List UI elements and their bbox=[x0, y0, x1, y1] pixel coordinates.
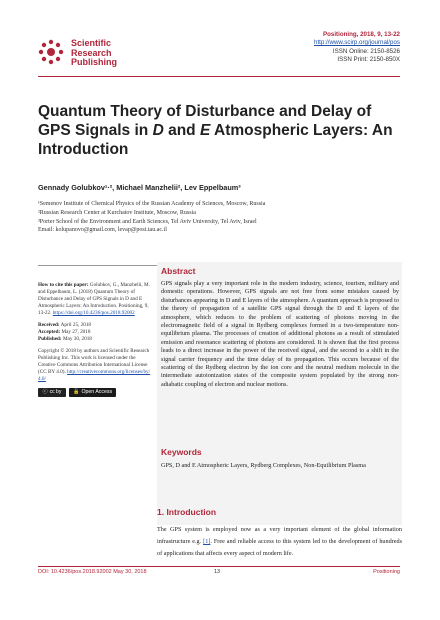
affiliation-2: ²Russian Research Center at Kurchatov Institute, Moscow, Russia bbox=[38, 209, 196, 216]
cc-badge-label: cc by bbox=[49, 389, 62, 395]
journal-url-link[interactable]: http://www.scirp.org/journal/pos bbox=[314, 39, 400, 47]
journal-header bbox=[314, 31, 400, 65]
open-lock-icon: 🔓 bbox=[73, 389, 80, 395]
open-access-label: Open Access bbox=[81, 389, 113, 395]
journal-info: Positioning, 2018, 9, 13-22 bbox=[322, 31, 400, 38]
page-number: 13 bbox=[214, 569, 221, 575]
title-line-1: Quantum Theory of Disturbance and Delay of bbox=[38, 103, 372, 120]
received-label: Received: bbox=[38, 322, 60, 328]
publisher-name-line3: Publishing bbox=[71, 57, 117, 67]
introduction-text-post: . Free and reliable access to this system led to the development of hundreds of applications that affects every aspect of modern life. bbox=[157, 538, 403, 558]
license-badges bbox=[38, 388, 151, 397]
title-line-2-pre: GPS Signals in bbox=[38, 122, 153, 139]
accepted-date: May 27, 2018 bbox=[61, 329, 91, 335]
introduction-text-pre: The GPS system is employed now as a very important element of the global information infrastructure e.g. bbox=[157, 526, 402, 546]
introduction-text bbox=[157, 524, 402, 561]
title-line-2-post: Atmospheric Layers: An bbox=[210, 122, 393, 139]
title-line-2 bbox=[38, 121, 408, 140]
paper-title bbox=[38, 102, 408, 159]
publisher-logo bbox=[38, 37, 158, 67]
published-date: May 30, 2018 bbox=[62, 336, 92, 342]
introduction-heading: 1. Introduction bbox=[157, 507, 217, 517]
citation-doi-link[interactable]: https://doi.org/10.4236/pos.2018.92002 bbox=[52, 310, 135, 316]
footer-journal: Positioning bbox=[373, 569, 400, 575]
cc-icon: ⓒ bbox=[42, 389, 48, 395]
cc-by-badge[interactable] bbox=[38, 388, 66, 397]
footer-doi: DOI: 10.4236/pos.2018.92002 May 30, 2018 bbox=[38, 569, 147, 575]
abstract-text: GPS signals play a very important role in the modern industry, science, tourism, military and domestic operations. However, GPS signals are not free from some mistakes caused by disturbances appearing in D and E layers of the atmosphere. A quantum approach is proposed to the theory of propagation of a satellite GPS signal through the D and E layers of the atmosphere, which reduces to the problem of scattering of photons moving in the electromagnetic field of a signal in Rydberg complexes formed in a two-temperature non-equilibrium plasma. The processes of creation of additional photons as a result of stimulated emission and resonance scattering of photons are considered. It is shown that the first process leads to a direct increase in the power of the received signal, and the second to a shift in the signal carrier frequency and the time delay of its propagation. This occurs because of the scattering of the Rydberg electron by the ion core and the neutral medium molecule in the intermediate autoionization states of the composite system populated by the strong non-adiabatic coupling of electron and nuclear motions. bbox=[161, 280, 399, 388]
author-list: Gennady Golubkov¹·², Michael Manzhelii², Lev Eppelbaum³ bbox=[38, 183, 241, 192]
title-line-3: Introduction bbox=[38, 141, 129, 158]
title-line-2-mid: and bbox=[163, 122, 200, 139]
open-access-badge[interactable] bbox=[69, 388, 116, 397]
author-email: Email: kolupanovo@gmail.com, levap@post.tau.ac.il bbox=[38, 227, 167, 234]
issn-print: ISSN Print: 2150-850X bbox=[337, 56, 400, 64]
reference-link-1[interactable]: [1] bbox=[203, 538, 211, 546]
publisher-name-line2: Research bbox=[71, 47, 112, 58]
copyright-block bbox=[38, 348, 151, 383]
footer-divider bbox=[38, 566, 400, 567]
affiliations bbox=[38, 200, 408, 235]
dates-block bbox=[38, 322, 151, 343]
keywords-text: GPS, D and E Atmospheric Layers, Rydberg Complexes, Non-Equilibrium Plasma bbox=[161, 462, 366, 469]
header-divider bbox=[38, 76, 400, 77]
accepted-label: Accepted: bbox=[38, 329, 61, 335]
publisher-name-line1: Scientific bbox=[71, 38, 112, 48]
article-sidebar bbox=[38, 282, 151, 397]
keywords-heading: Keywords bbox=[161, 447, 202, 457]
title-layer-e: E bbox=[199, 122, 211, 139]
citation-text: Golubkov, G., Manzhelii, M. and Eppelbaum, L. (2018) Quantum Theory of Disturbance and Delay of GPS Signals in D and E Atmospheric Layers: An Introduction. Positioning, 9, 13-22. bbox=[38, 282, 150, 316]
title-layer-d: D bbox=[152, 122, 164, 139]
received-date: April 25, 2018 bbox=[60, 322, 92, 328]
publisher-name bbox=[71, 39, 117, 68]
affiliation-3: ³Porter School of the Environment and Earth Sciences, Tel Aviv University, Tel Aviv, Israel bbox=[38, 218, 257, 225]
published-label: Published: bbox=[38, 336, 62, 342]
license-link[interactable]: http://creativecommons.org/licenses/by/4.0/ bbox=[38, 369, 151, 382]
issn-online: ISSN Online: 2150-8526 bbox=[332, 47, 400, 55]
citation-block bbox=[38, 282, 151, 317]
copyright-text: Copyright © 2018 by authors and Scientific Research Publishing Inc. This work is licensed under the Creative Commons Attribution International License (CC BY 4.0). bbox=[38, 348, 150, 375]
affiliation-1: ¹Semenov Institute of Chemical Physics of the Russian Academy of Sciences, Moscow, Russia bbox=[38, 201, 266, 207]
citation-label: How to cite this paper: bbox=[38, 282, 89, 288]
publisher-logo-icon bbox=[38, 39, 64, 65]
abstract-heading: Abstract bbox=[161, 266, 196, 276]
